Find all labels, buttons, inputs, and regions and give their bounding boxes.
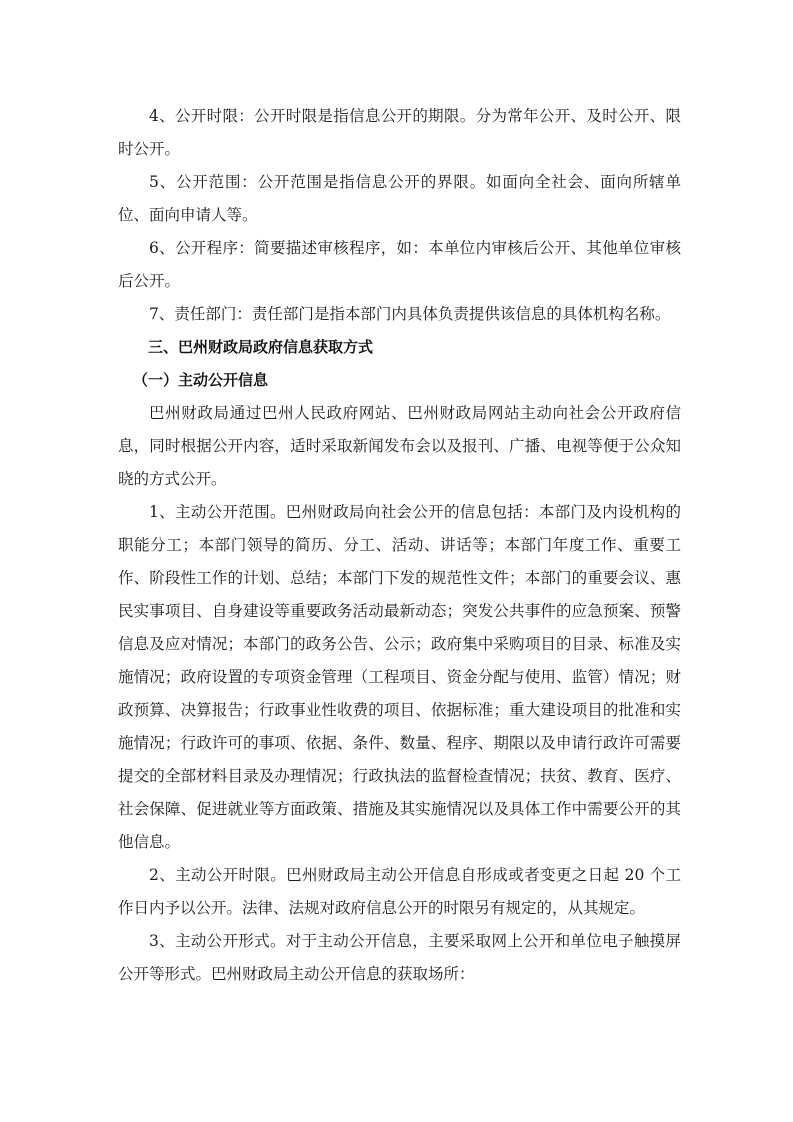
paragraph-open-period: 4、公开时限：公开时限是指信息公开的期限。分为常年公开、及时公开、限时公开。 xyxy=(118,107,681,158)
document-body xyxy=(118,100,681,991)
paragraph-responsible-dept: 7、责任部门：责任部门是指本部门内具体负责提供该信息的具体机构名称。 xyxy=(149,305,671,323)
section-heading: 三、巴州财政局政府信息获取方式 xyxy=(148,338,374,356)
paragraph-intro: 巴州财政局通过巴州人民政府网站、巴州财政局网站主动向社会公开政府信息，同时根据公开内容，适时采取新闻发布会以及报刊、广播、电视等便于公众知晓的方式公开。 xyxy=(118,404,681,488)
paragraph-open-procedure: 6、公开程序：简要描述审核程序，如：本单位内审核后公开、其他单位审核后公开。 xyxy=(118,239,681,290)
paragraph-open-scope: 5、公开范围：公开范围是指信息公开的界限。如面向全社会、面向所辖单位、面向申请人等。 xyxy=(118,173,681,224)
paragraph-active-scope: 1、主动公开范围。巴州财政局向社会公开的信息包括：本部门及内设机构的职能分工；本部门领导的简历、分工、活动、讲话等；本部门年度工作、重要工作、阶段性工作的计划、总结；本部门下发的规范性文件；本部门的重要会议、惠民实事项目、自身建设等重要政务活动最新动态；突发公共事件的应急预案、预警信息及应对情况；本部门的政务公告、公示；政府集中采购项目的目录、标准及实施情况；政府设置的专项资金管理（工程项目、资金分配与使用、监管）情况；财政预算、决算报告；行政事业性收费的项目、依据标准；重大建设项目的批准和实施情况；行政许可的事项、依据、条件、数量、程序、期限以及申请行政许可需要提交的全部材料目录及办理情况；行政执法的监督检查情况；扶贫、教育、医疗、社会保障、促进就业等方面政策、措施及其实施情况以及具体工作中需要公开的其他信息。 xyxy=(118,503,681,851)
paragraph-active-form: 3、主动公开形式。对于主动公开信息，主要采取网上公开和单位电子触摸屏公开等形式。巴州财政局主动公开信息的获取场所： xyxy=(118,932,681,983)
subsection-heading: （一）主动公开信息 xyxy=(133,371,269,389)
paragraph-active-period: 2、主动公开时限。巴州财政局主动公开信息自形成或者变更之日起 20 个工作日内予以公开。法律、法规对政府信息公开的时限另有规定的，从其规定。 xyxy=(118,866,681,917)
